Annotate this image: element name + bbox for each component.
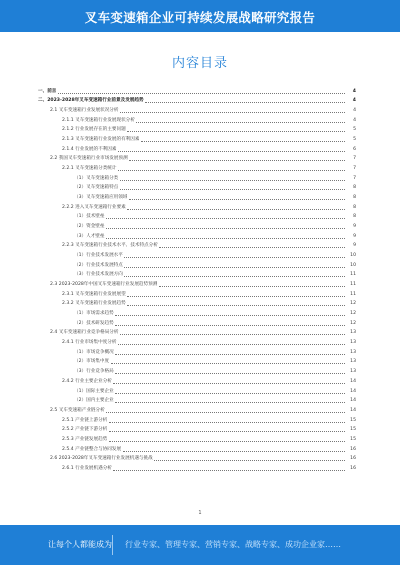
toc-entry-text: 2.4.1 行业市场集中度分析: [62, 340, 117, 346]
toc-entry-page: 14: [350, 407, 356, 413]
toc-leader-dots: [106, 218, 345, 219]
toc-leader-dots: [120, 180, 345, 181]
toc-entry-page: 11: [350, 282, 356, 288]
toc-entry-text: 2.1 叉车变速箱行业发展状况分析: [50, 108, 119, 114]
toc-leader-dots: [127, 209, 344, 210]
toc-entry[interactable]: [38, 396, 356, 406]
toc-heading: 内容目录: [171, 56, 228, 71]
toc-leader-dots: [115, 373, 344, 374]
toc-entry[interactable]: [38, 337, 356, 347]
toc-entry[interactable]: [38, 376, 356, 386]
toc-entry[interactable]: [38, 308, 356, 318]
toc-entry-text: 2.1.1 叉车变速箱行业发展现状分析: [62, 117, 135, 123]
toc-leader-dots: [127, 131, 344, 132]
toc-entry[interactable]: [38, 357, 356, 367]
report-title: 叉车变速箱企业可持续发展战略研究报告: [84, 10, 316, 25]
toc-entry-page: 13: [350, 340, 356, 346]
toc-entry-page: 16: [350, 465, 356, 471]
toc-entry[interactable]: [38, 144, 356, 154]
toc-entry-text: 2.2.3 叉车变速箱行业技术水平、技术特点分析: [62, 243, 158, 249]
toc-entry[interactable]: [38, 279, 356, 289]
toc-entry-page: 5: [353, 137, 356, 143]
toc-entry[interactable]: [38, 173, 356, 183]
toc-entry-text: （1）叉车变速箱分类: [74, 175, 119, 181]
toc-entry[interactable]: [38, 366, 356, 376]
toc-entry[interactable]: [38, 299, 356, 309]
toc-entry-page: 8: [353, 195, 356, 201]
toc-entry[interactable]: [38, 221, 356, 231]
toc-entry-text: 2.5.4 产业链整合与协同发展: [62, 446, 122, 452]
toc-entry-text: 2.1.4 行业发展的不利因素: [62, 146, 117, 152]
toc-leader-dots: [118, 344, 345, 345]
toc-leader-dots: [106, 412, 344, 413]
toc-entry-page: 15: [350, 427, 356, 433]
toc-leader-dots: [113, 383, 344, 384]
footer-slogan: 让每个人都能成为: [48, 540, 112, 549]
page-number: 1: [198, 510, 202, 516]
toc-entry-text: 2.5 叉车变速箱产业链分析: [50, 407, 105, 413]
toc-entry-page: 15: [350, 436, 356, 442]
toc-entry-text: 2.5.2 产业链下游分析: [62, 427, 108, 433]
footer-bar: [0, 525, 400, 565]
toc-entry[interactable]: [38, 105, 356, 115]
toc-leader-dots: [109, 422, 345, 423]
toc-entry[interactable]: [38, 415, 356, 425]
toc-entry-page: 12: [350, 311, 356, 317]
toc-leader-dots: [159, 247, 344, 248]
toc-entry-page: 13: [350, 330, 356, 336]
toc-entry-page: 16: [350, 456, 356, 462]
toc-leader-dots: [113, 470, 344, 471]
toc-entry-text: （1）市场需求趋势: [74, 311, 114, 317]
toc-entry-text: 2.1.3 叉车变速箱行业发展的有利因素: [62, 137, 140, 143]
toc-entry[interactable]: [38, 86, 356, 96]
toc-entry-text: （2）市场集中度: [74, 359, 110, 365]
toc-entry-text: （3）人才壁垒: [74, 233, 105, 239]
toc-leader-dots: [115, 402, 344, 403]
toc-entry-page: 14: [350, 388, 356, 394]
toc-entry-text: （2）技术研发趋势: [74, 320, 114, 326]
toc-entry-text: （2）国内主要企业: [74, 398, 114, 404]
toc-entry-page: 16: [350, 446, 356, 452]
table-of-contents: [38, 86, 356, 473]
toc-entry[interactable]: [38, 134, 356, 144]
toc-leader-dots: [109, 431, 345, 432]
toc-entry[interactable]: [38, 125, 356, 135]
toc-entry-text: 2.2 我国叉车变速箱行业市场发展预测: [50, 156, 128, 162]
toc-entry-text: （3）行业技术发展方向: [74, 272, 123, 278]
toc-entry[interactable]: [38, 425, 356, 435]
toc-entry-text: （3）行业竞争格局: [74, 369, 114, 375]
toc-leader-dots: [124, 257, 344, 258]
toc-entry-text: 2.2.2 进入叉车变速箱行业要素: [62, 204, 126, 210]
toc-entry-page: 7: [353, 166, 356, 172]
toc-entry[interactable]: [38, 260, 356, 270]
toc-entry-page: 7: [353, 156, 356, 162]
toc-entry[interactable]: [38, 318, 356, 328]
toc-leader-dots: [141, 141, 345, 142]
toc-entry[interactable]: [38, 154, 356, 164]
toc-entry-page: 8: [353, 185, 356, 191]
toc-entry-text: （2）叉车变速箱特点: [74, 185, 119, 191]
toc-entry[interactable]: [38, 241, 356, 251]
toc-entry-text: （2）资金壁垒: [74, 224, 105, 230]
toc-leader-dots: [106, 238, 345, 239]
toc-entry[interactable]: [38, 192, 356, 202]
toc-leader-dots: [159, 286, 345, 287]
toc-leader-dots: [120, 112, 345, 113]
toc-entry[interactable]: [38, 454, 356, 464]
toc-entry-text: 2.5.1 产业链上游分析: [62, 417, 108, 423]
toc-entry[interactable]: [38, 163, 356, 173]
toc-entry-page: 8: [353, 214, 356, 220]
toc-leader-dots: [118, 170, 345, 171]
toc-entry-page: 13: [350, 359, 356, 365]
toc-entry-page: 9: [353, 233, 356, 239]
toc-entry-page: 11: [350, 291, 356, 297]
toc-entry-page: 11: [350, 272, 356, 278]
toc-leader-dots: [115, 393, 344, 394]
toc-entry-text: 2.3.1 叉车变速箱行业发展展望: [62, 291, 126, 297]
toc-leader-dots: [127, 305, 344, 306]
toc-leader-dots: [124, 267, 344, 268]
toc-entry-page: 4: [352, 98, 356, 104]
toc-leader-dots: [127, 296, 344, 297]
toc-entry[interactable]: [38, 231, 356, 241]
toc-leader-dots: [145, 102, 344, 103]
toc-leader-dots: [129, 160, 344, 161]
toc-entry-text: （1）技术壁垒: [74, 214, 105, 220]
toc-leader-dots: [120, 189, 345, 190]
toc-entry-text: 2.5.3 产业链发展趋势: [62, 436, 108, 442]
toc-entry-page: 6: [353, 146, 356, 152]
toc-leader-dots: [124, 276, 344, 277]
toc-leader-dots: [106, 228, 345, 229]
toc-entry-text: 2.6 2023-2028年叉车变速箱行业发展机遇与挑战: [50, 456, 153, 462]
toc-leader-dots: [123, 451, 345, 452]
toc-entry-page: 13: [350, 369, 356, 375]
toc-entry-text: 2.3 2023-2028年中国叉车变速箱行业发展趋势预测: [50, 282, 158, 288]
toc-entry-page: 9: [353, 224, 356, 230]
toc-entry-page: 4: [353, 117, 356, 123]
toc-entry-text: 2.4.2 行业主要企业分析: [62, 378, 112, 384]
toc-entry[interactable]: [38, 405, 356, 415]
toc-entry[interactable]: [38, 202, 356, 212]
toc-entry-page: 9: [353, 243, 356, 249]
toc-leader-dots: [115, 354, 344, 355]
toc-entry-page: 4: [352, 88, 356, 94]
toc-entry-text: （1）市场竞争概况: [74, 349, 114, 355]
toc-entry[interactable]: [38, 347, 356, 357]
toc-entry-text: （1）国际主要企业: [74, 388, 114, 394]
toc-leader-dots: [136, 122, 344, 123]
toc-leader-dots: [115, 325, 344, 326]
toc-entry[interactable]: [38, 328, 356, 338]
toc-entry-page: 10: [350, 262, 356, 268]
toc-entry[interactable]: [38, 434, 356, 444]
toc-leader-dots: [115, 315, 344, 316]
toc-entry-text: （1）行业技术发展水平: [74, 253, 123, 259]
footer-roles: 行业专家、管理专家、营销专家、战略专家、成功企业家……: [125, 540, 341, 549]
toc-entry-page: 10: [350, 253, 356, 259]
toc-entry-text: 二、2023-2028年叉车变速箱行业前景及发展趋势: [38, 98, 144, 104]
toc-entry[interactable]: [38, 96, 356, 106]
toc-entry-text: （3）叉车变速箱应用领域: [74, 195, 128, 201]
header-bar: [0, 0, 400, 32]
toc-entry[interactable]: [38, 212, 356, 222]
toc-leader-dots: [154, 460, 344, 461]
toc-entry-page: 14: [350, 398, 356, 404]
toc-leader-dots: [120, 334, 345, 335]
toc-entry-text: 2.2.1 叉车变速箱分类统计: [62, 166, 117, 172]
toc-entry-text: 2.4 叉车变速箱行业竞争格局分析: [50, 330, 119, 336]
toc-entry-page: 7: [353, 175, 356, 181]
toc-entry-text: 一、前言: [38, 88, 57, 94]
footer-divider: [112, 535, 113, 555]
toc-entry-text: 2.3.2 叉车变速箱行业发展趋势: [62, 301, 126, 307]
toc-entry[interactable]: [38, 250, 356, 260]
toc-entry[interactable]: [38, 444, 356, 454]
toc-entry-text: 2.6.1 行业发展机遇分析: [62, 465, 112, 471]
toc-entry-page: 14: [350, 378, 356, 384]
toc-entry[interactable]: [38, 115, 356, 125]
toc-leader-dots: [118, 151, 345, 152]
toc-entry-page: 15: [350, 417, 356, 423]
toc-entry[interactable]: [38, 386, 356, 396]
toc-entry-page: 12: [350, 301, 356, 307]
toc-entry-page: 13: [350, 349, 356, 355]
toc-entry[interactable]: [38, 289, 356, 299]
toc-entry[interactable]: [38, 270, 356, 280]
toc-entry-text: （2）行业技术发展特点: [74, 262, 123, 268]
toc-entry-text: 2.1.2 行业发展存在的主要问题: [62, 127, 126, 133]
toc-entry-page: 8: [353, 204, 356, 210]
toc-entry[interactable]: [38, 183, 356, 193]
toc-entry-page: 5: [353, 127, 356, 133]
toc-entry[interactable]: [38, 463, 356, 473]
toc-entry-page: 12: [350, 320, 356, 326]
toc-entry-page: 4: [353, 108, 356, 114]
toc-leader-dots: [111, 363, 345, 364]
toc-leader-dots: [58, 93, 345, 94]
toc-leader-dots: [129, 199, 345, 200]
toc-leader-dots: [109, 441, 345, 442]
